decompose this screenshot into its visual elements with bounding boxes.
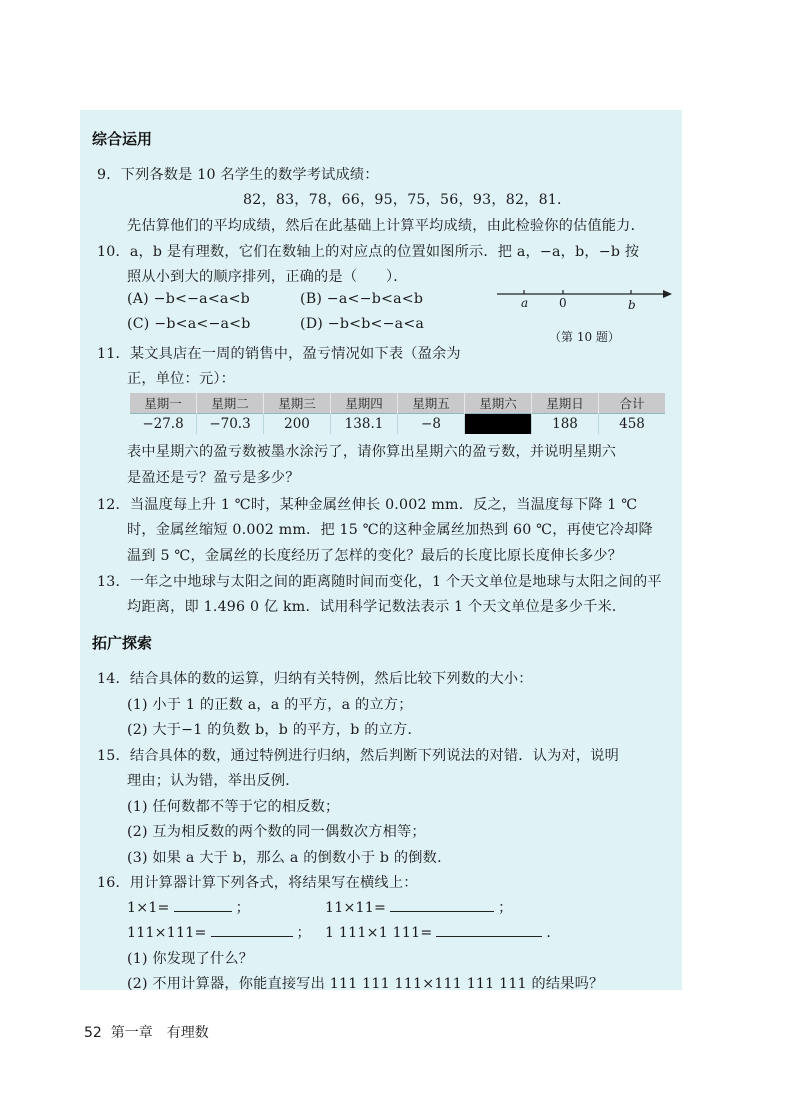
figure-caption: （第 10 题） (549, 330, 620, 344)
q15-line1: 15．结合具体的数，通过特例进行归纳，然后判断下列说法的对错．认为对，说明 (97, 748, 620, 764)
table-header-cell: 星期四 (331, 393, 398, 414)
page-footer (84, 1022, 209, 1042)
q9-scores: 82，83，78，66，95，75，56，93，82，81． (243, 192, 572, 208)
answer-blank-4[interactable] (436, 922, 542, 937)
answer-blank-1[interactable] (174, 897, 232, 912)
q11-line1: 11．某文具店在一周的销售中，盈亏情况如下表（盈余为 (97, 346, 461, 362)
q9-line3: 先估算他们的平均成绩，然后在此基础上计算平均成绩，由此检验你的估值能力． (127, 218, 645, 234)
q11-line2: 正，单位：元）： (127, 371, 236, 387)
answer-blank-3[interactable] (211, 922, 293, 937)
q9-line1: 9．下列各数是 10 名学生的数学考试成绩： (97, 167, 379, 183)
q16-sep: ； (296, 925, 311, 941)
q10-line2: 照从小到大的顺序排列，正确的是（ ）． (127, 269, 408, 285)
q16-line5: (2) 不用计算器，你能直接写出 111 111 111×111 111 111 的结果吗？ (127, 976, 604, 992)
q10-option-c: (C) −b<a<−a<b (127, 316, 251, 332)
q11-after2: 是盈还是亏？盈亏是多少？ (127, 470, 300, 486)
ink-smudged-cell (465, 414, 532, 435)
table-cell: 200 (264, 414, 331, 435)
number-line-label-b: b (628, 298, 636, 312)
q16-expression-row-2 (127, 922, 311, 942)
number-line-label-a: a (521, 296, 529, 310)
profit-table (130, 393, 665, 434)
q15-line4: (2) 互为相反数的两个数的同一偶数次方相等； (127, 824, 426, 840)
table-header-cell: 星期一 (130, 393, 197, 414)
q10-option-a: (A) −b<−a<a<b (127, 291, 250, 307)
table-header-cell: 星期日 (532, 393, 599, 414)
q16-expr-3: 111×111= (127, 925, 207, 941)
table-cell: 138.1 (331, 414, 398, 435)
q14-line2: (1) 小于 1 的正数 a，a 的平方，a 的立方； (127, 697, 413, 713)
q14-line3: (2) 大于−1 的负数 b，b 的平方，b 的立方． (127, 722, 422, 738)
q12-line3: 温到 5 ℃，金属丝的长度经历了怎样的变化？最后的长度比原长度伸长多少？ (127, 548, 623, 564)
q16-expr-1: 1×1= (127, 900, 170, 916)
table-row (130, 414, 665, 435)
q15-line2: 理由；认为错，举出反例． (127, 773, 300, 789)
section-title-extension: 拓广探索 (92, 634, 153, 652)
number-line-figure (497, 280, 672, 344)
q14-line1: 14．结合具体的数的运算，归纳有关特例，然后比较下列数的大小： (97, 671, 533, 687)
table-header-cell: 星期三 (264, 393, 331, 414)
q16-line4: (1) 你发现了什么？ (127, 951, 254, 967)
q16-end: ． (546, 925, 561, 941)
section-title-comprehensive: 综合运用 (92, 130, 153, 148)
answer-blank-2[interactable] (390, 897, 494, 912)
q16-expr-2: 11×11= (325, 900, 387, 916)
table-cell: −8 (398, 414, 465, 435)
q13-line1: 13．一年之中地球与太阳之间的距离随时间而变化，1 个天文单位是地球与太阳之间的平 (97, 574, 662, 590)
table-header-row (130, 393, 665, 414)
q16-expression-row-2b (325, 922, 561, 942)
table-header-cell: 星期二 (197, 393, 264, 414)
q11-after1: 表中星期六的盈亏数被墨水涂污了，请你算出星期六的盈亏数，并说明星期六 (127, 444, 617, 460)
q10-option-d: (D) −b<b<−a<a (300, 316, 425, 332)
q16-line1: 16．用计算器计算下列各式，将结果写在横线上： (97, 875, 418, 891)
table-header-cell: 合计 (599, 393, 666, 414)
table-cell: −70.3 (197, 414, 264, 435)
table-cell: 188 (532, 414, 599, 435)
q16-expression-row-1b (325, 897, 512, 917)
q16-sep: ； (235, 900, 251, 916)
q15-line3: (1) 任何数都不等于它的相反数； (127, 799, 340, 815)
q12-line2: 时，金属丝缩短 0.002 mm．把 15 ℃的这种金属丝加热到 60 ℃，再使它冷却降 (127, 522, 653, 538)
q10-option-b: (B) −a<−b<a<b (300, 291, 424, 307)
q16-expr-4: 1 111×1 111= (325, 925, 433, 941)
q16-expression-row-1 (127, 897, 250, 917)
number-line-label-zero: 0 (559, 296, 567, 310)
table-cell: 458 (599, 414, 666, 435)
q10-line1: 10．a，b 是有理数，它们在数轴上的对应点的位置如图所示．把 a，−a，b，−b 按 (97, 244, 640, 260)
q12-line1: 12．当温度每上升 1 ℃时，某种金属丝伸长 0.002 mm．反之，当温度每下降 1 ℃ (97, 497, 638, 513)
q15-line5: (3) 如果 a 大于 b，那么 a 的倒数小于 b 的倒数． (127, 850, 452, 866)
table-header-cell: 星期六 (465, 393, 532, 414)
table-cell: −27.8 (130, 414, 197, 435)
table-header-cell: 星期五 (398, 393, 465, 414)
page-number: 52 (84, 1025, 102, 1041)
q13-line2: 均距离，即 1.496 0 亿 km．试用科学记数法表示 1 个天文单位是多少千米． (127, 599, 627, 615)
q16-sep: ； (498, 900, 513, 916)
chapter-title: 第一章 有理数 (110, 1025, 209, 1041)
